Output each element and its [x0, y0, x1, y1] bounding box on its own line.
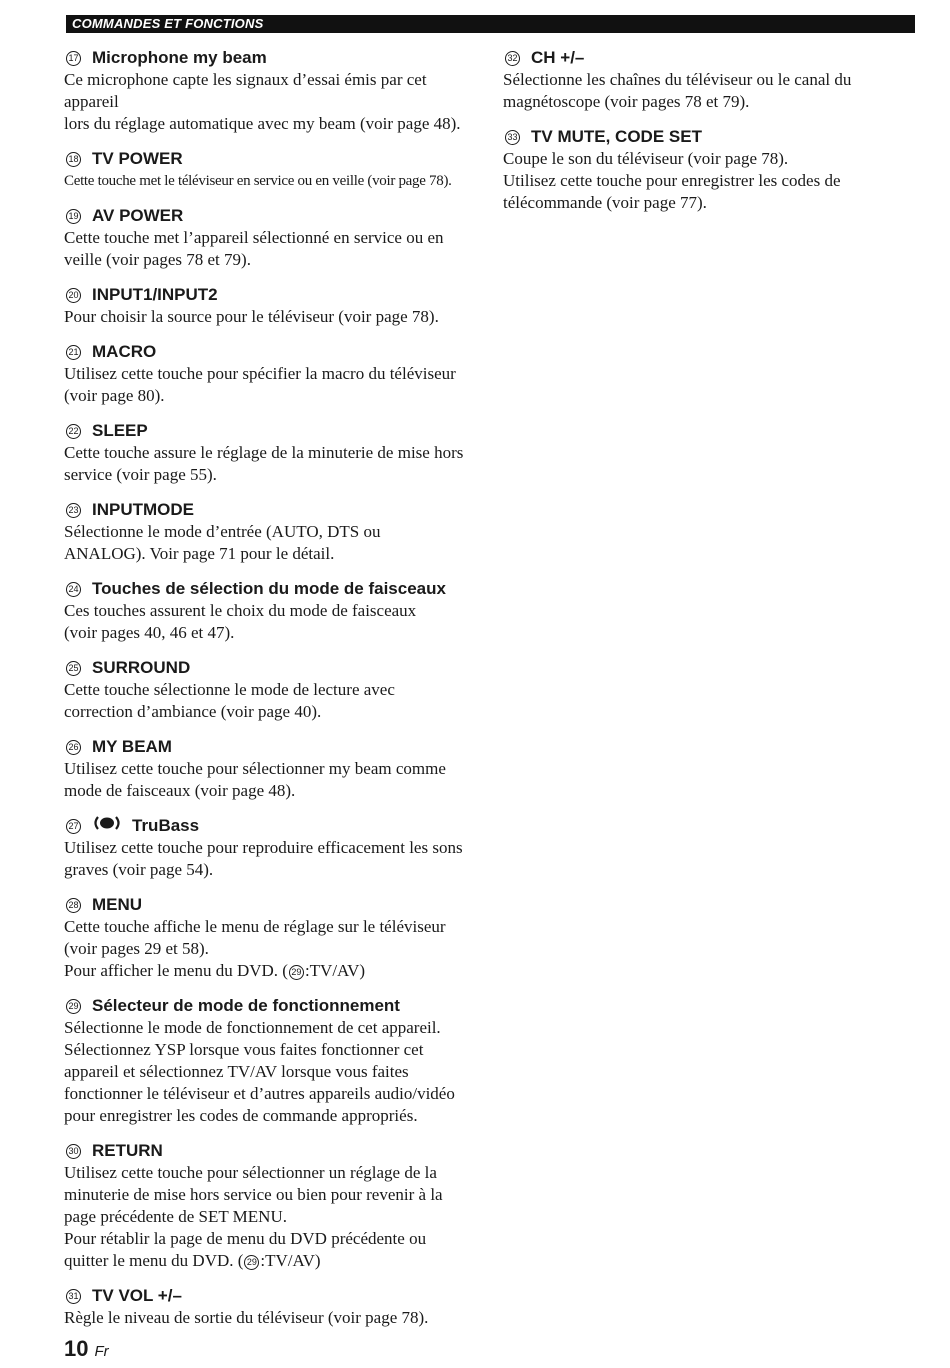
description-line: Pour choisir la source pour le téléviseur (voir page 78). — [64, 307, 439, 326]
entry-description — [64, 758, 484, 802]
function-entry — [64, 1285, 484, 1329]
section-header-bar — [66, 15, 915, 33]
entry-heading — [64, 420, 484, 442]
entry-title: RETURN — [92, 1141, 163, 1160]
ref-suffix: :TV/AV) — [304, 961, 366, 980]
description-line — [64, 960, 484, 982]
entry-title: MY BEAM — [92, 737, 172, 756]
entry-description — [64, 227, 484, 271]
entry-description — [64, 916, 484, 982]
function-entry — [64, 894, 484, 982]
circled-number: 33 — [505, 130, 520, 145]
section-title: COMMANDES ET FONCTIONS — [72, 16, 264, 31]
entry-description — [64, 306, 484, 328]
function-entry — [64, 148, 484, 192]
entry-title: MACRO — [92, 342, 157, 361]
circled-number: 17 — [66, 51, 81, 66]
description-line: page précédente de SET MENU. — [64, 1207, 287, 1226]
entry-description — [503, 148, 903, 214]
description-line: télécommande (voir page 77). — [503, 193, 707, 212]
entry-heading — [64, 341, 484, 363]
entry-heading — [503, 47, 903, 69]
description-line: Cette touche assure le réglage de la minuterie de mise hors — [64, 443, 464, 462]
entry-heading — [64, 995, 484, 1017]
entry-title: INPUT1/INPUT2 — [92, 285, 218, 304]
entry-title: TV MUTE, CODE SET — [531, 127, 702, 146]
ref-prefix: quitter le menu du DVD. ( — [64, 1251, 244, 1270]
circled-number: 25 — [66, 661, 81, 676]
circled-number: 32 — [505, 51, 520, 66]
function-entry — [64, 1140, 484, 1272]
entry-heading — [64, 148, 484, 170]
description-line: mode de faisceaux (voir page 48). — [64, 781, 296, 800]
page-language: Fr — [94, 1343, 109, 1360]
function-entry — [64, 205, 484, 271]
description-line: Sélectionne le mode de fonctionnement de cet appareil. — [64, 1018, 441, 1037]
circled-number: 29 — [66, 999, 81, 1014]
entry-title: CH +/– — [531, 48, 585, 67]
description-line: Règle le niveau de sortie du téléviseur (voir page 78). — [64, 1308, 429, 1327]
circled-number: 31 — [66, 1289, 81, 1304]
circled-reference: 29 — [244, 1255, 259, 1270]
page-footer — [64, 1336, 109, 1365]
description-line: graves (voir page 54). — [64, 860, 214, 879]
page-number: 10 — [64, 1336, 89, 1361]
description-line: magnétoscope (voir pages 78 et 79). — [503, 92, 750, 111]
circled-reference: 29 — [289, 965, 304, 980]
entry-title: TruBass — [132, 816, 200, 835]
entry-heading — [64, 578, 484, 600]
ref-prefix: Pour afficher le menu du DVD. ( — [64, 961, 288, 980]
entry-description — [64, 837, 484, 881]
description-line: Ce microphone capte les signaux d’essai émis par cet appareil — [64, 70, 427, 111]
circled-number: 27 — [66, 819, 81, 834]
entry-heading — [64, 499, 484, 521]
entry-title: TV VOL +/– — [92, 1286, 182, 1305]
function-entry — [64, 47, 484, 135]
description-line: minuterie de mise hors service ou bien pour revenir à la — [64, 1185, 443, 1204]
entry-description — [64, 363, 484, 407]
description-line: Cette touche sélectionne le mode de lecture avec — [64, 680, 395, 699]
entry-heading — [64, 894, 484, 916]
description-line: Utilisez cette touche pour sélectionner un réglage de la — [64, 1163, 437, 1182]
function-entry — [64, 284, 484, 328]
description-line: (voir pages 29 et 58). — [64, 939, 209, 958]
description-line: service (voir page 55). — [64, 465, 217, 484]
ref-suffix: :TV/AV) — [260, 1251, 321, 1270]
description-line: fonctionner le téléviseur et d’autres appareils audio/vidéo — [64, 1084, 455, 1103]
description-line: veille (voir pages 78 et 79). — [64, 250, 251, 269]
entry-description — [64, 170, 484, 192]
description-line: correction d’ambiance (voir page 40). — [64, 702, 322, 721]
description-line: Cette touche met l’appareil sélectionné en service ou en — [64, 228, 444, 247]
description-line: Utilisez cette touche pour reproduire efficacement les sons — [64, 838, 463, 857]
function-entry — [64, 420, 484, 486]
entry-title: Microphone my beam — [92, 48, 267, 67]
entry-description — [64, 521, 484, 565]
entry-heading — [64, 815, 484, 837]
description-line: (voir page 80). — [64, 386, 165, 405]
entry-title: AV POWER — [92, 206, 184, 225]
description-line: Utilisez cette touche pour enregistrer les codes de — [503, 171, 841, 190]
entry-heading — [64, 284, 484, 306]
entry-title: SURROUND — [92, 658, 191, 677]
description-line: Coupe le son du téléviseur (voir page 78). — [503, 149, 789, 168]
description-line: appareil et sélectionnez TV/AV lorsque vous faites — [64, 1062, 409, 1081]
description-line: Sélectionnez YSP lorsque vous faites fonctionner cet — [64, 1040, 424, 1059]
entry-title: Sélecteur de mode de fonctionnement — [92, 996, 400, 1015]
description-line: Ces touches assurent le choix du mode de faisceaux — [64, 601, 417, 620]
entry-heading — [64, 736, 484, 758]
description-line: Utilisez cette touche pour sélectionner my beam comme — [64, 759, 446, 778]
entry-heading — [64, 205, 484, 227]
description-line: (voir pages 40, 46 et 47). — [64, 623, 235, 642]
description-line: pour enregistrer les codes de commande appropriés. — [64, 1106, 418, 1125]
description-line: Pour rétablir la page de menu du DVD précédente ou — [64, 1229, 427, 1248]
function-entry — [503, 47, 903, 113]
entry-description — [64, 1307, 484, 1329]
circled-number: 20 — [66, 288, 81, 303]
entry-heading — [64, 47, 484, 69]
entry-title: INPUTMODE — [92, 500, 194, 519]
entry-heading — [503, 126, 903, 148]
entry-heading — [64, 1140, 484, 1162]
entry-description — [64, 442, 484, 486]
function-entry — [64, 341, 484, 407]
entry-title: Touches de sélection du mode de faisceaux — [92, 579, 446, 598]
entry-description — [64, 1017, 484, 1127]
description-line: lors du réglage automatique avec my beam (voir page 48). — [64, 114, 461, 133]
function-entry — [503, 126, 903, 214]
entry-title: SLEEP — [92, 421, 148, 440]
description-line: Cette touche affiche le menu de réglage sur le téléviseur — [64, 917, 446, 936]
circled-number: 19 — [66, 209, 81, 224]
left-column — [64, 47, 484, 1342]
description-line: Sélectionne les chaînes du téléviseur ou le canal du — [503, 70, 852, 89]
circled-number: 28 — [66, 898, 81, 913]
function-entry — [64, 499, 484, 565]
entry-description — [503, 69, 903, 113]
circled-number: 18 — [66, 152, 81, 167]
trubass-icon — [92, 815, 122, 837]
function-entry — [64, 736, 484, 802]
entry-heading — [64, 657, 484, 679]
description-line — [64, 1250, 484, 1272]
entry-description — [64, 69, 484, 135]
function-entry — [64, 578, 484, 644]
function-entry — [64, 657, 484, 723]
description-line: Cette touche met le téléviseur en service ou en veille (voir page 78). — [64, 173, 452, 189]
function-entry — [64, 995, 484, 1127]
entry-description — [64, 600, 484, 644]
circled-number: 30 — [66, 1144, 81, 1159]
entry-description — [64, 1162, 484, 1272]
circled-number: 22 — [66, 424, 81, 439]
description-line: Sélectionne le mode d’entrée (AUTO, DTS ou — [64, 522, 381, 541]
entry-title: MENU — [92, 895, 143, 914]
circled-number: 21 — [66, 345, 81, 360]
function-entry — [64, 815, 484, 881]
entry-title: TV POWER — [92, 149, 183, 168]
description-line: Utilisez cette touche pour spécifier la macro du téléviseur — [64, 364, 456, 383]
circled-number: 26 — [66, 740, 81, 755]
description-line: ANALOG). Voir page 71 pour le détail. — [64, 544, 335, 563]
circled-number: 24 — [66, 582, 81, 597]
entry-heading — [64, 1285, 484, 1307]
entry-description — [64, 679, 484, 723]
circled-number: 23 — [66, 503, 81, 518]
right-column — [503, 47, 903, 227]
